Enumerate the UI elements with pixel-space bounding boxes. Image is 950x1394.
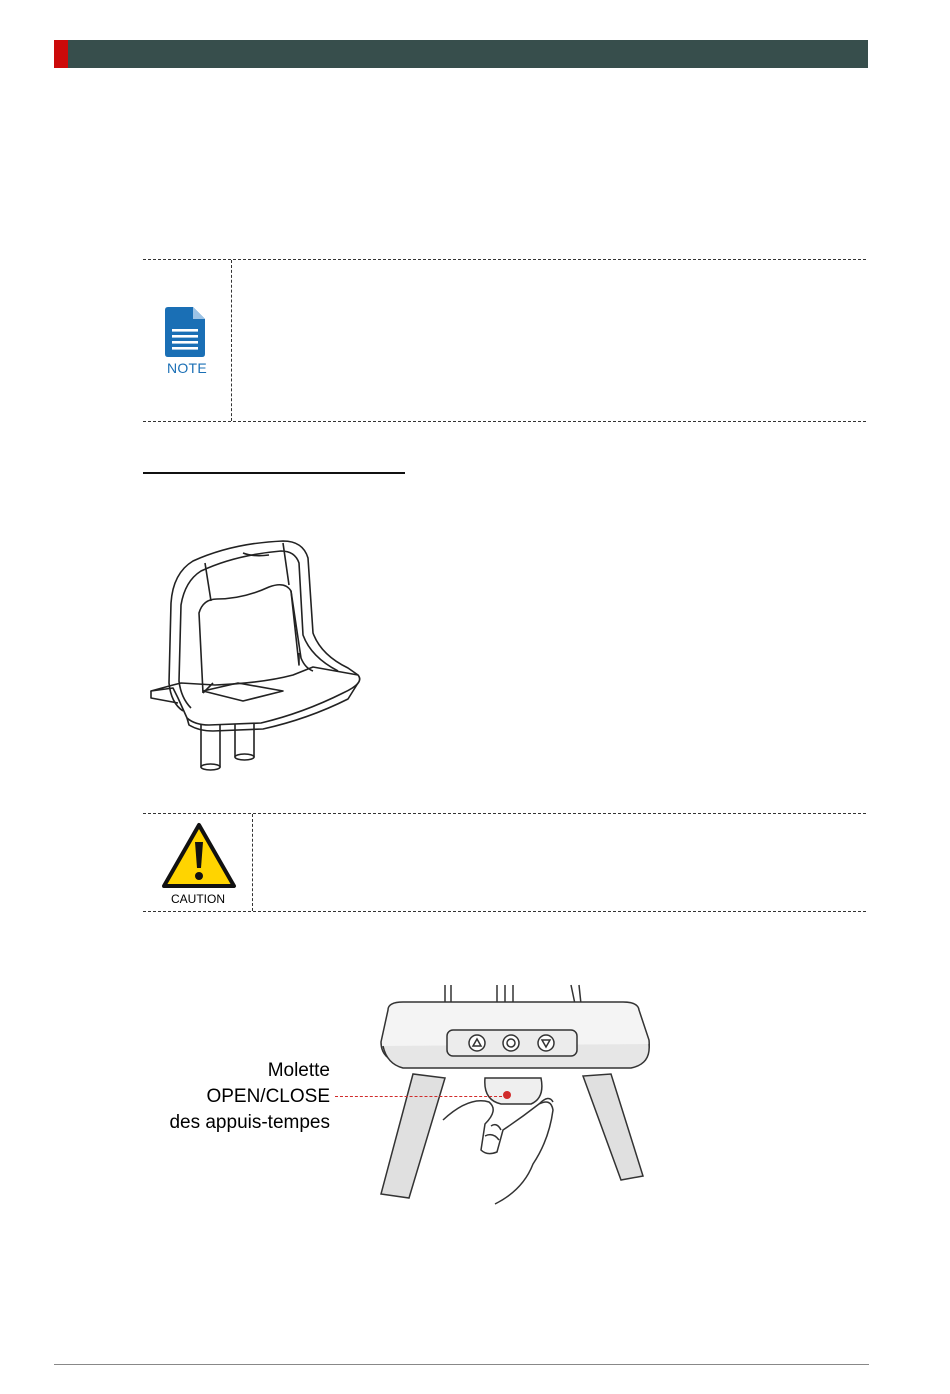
callout-line-1: Molette	[267, 1060, 330, 1081]
note-label: NOTE	[166, 360, 208, 376]
knob-callout-label	[140, 1058, 330, 1136]
section-heading-underline	[143, 472, 405, 474]
note-divider	[231, 260, 232, 421]
callout-leader-dot	[503, 1091, 511, 1099]
note-box	[143, 259, 866, 422]
note-document-icon	[165, 307, 205, 357]
callout-line-3: des appuis-tempes	[169, 1112, 330, 1133]
header-accent-block	[54, 40, 68, 68]
footer-rule	[54, 1364, 869, 1365]
caution-triangle-icon	[161, 822, 237, 890]
caution-label: CAUTION	[171, 892, 225, 906]
section-header-bar	[54, 40, 868, 68]
temple-support-illustration	[143, 533, 368, 773]
callout-line-2: OPEN/CLOSE	[206, 1086, 330, 1107]
caution-divider	[252, 814, 253, 911]
callout-leader-line	[335, 1096, 507, 1097]
caution-box	[143, 813, 866, 912]
